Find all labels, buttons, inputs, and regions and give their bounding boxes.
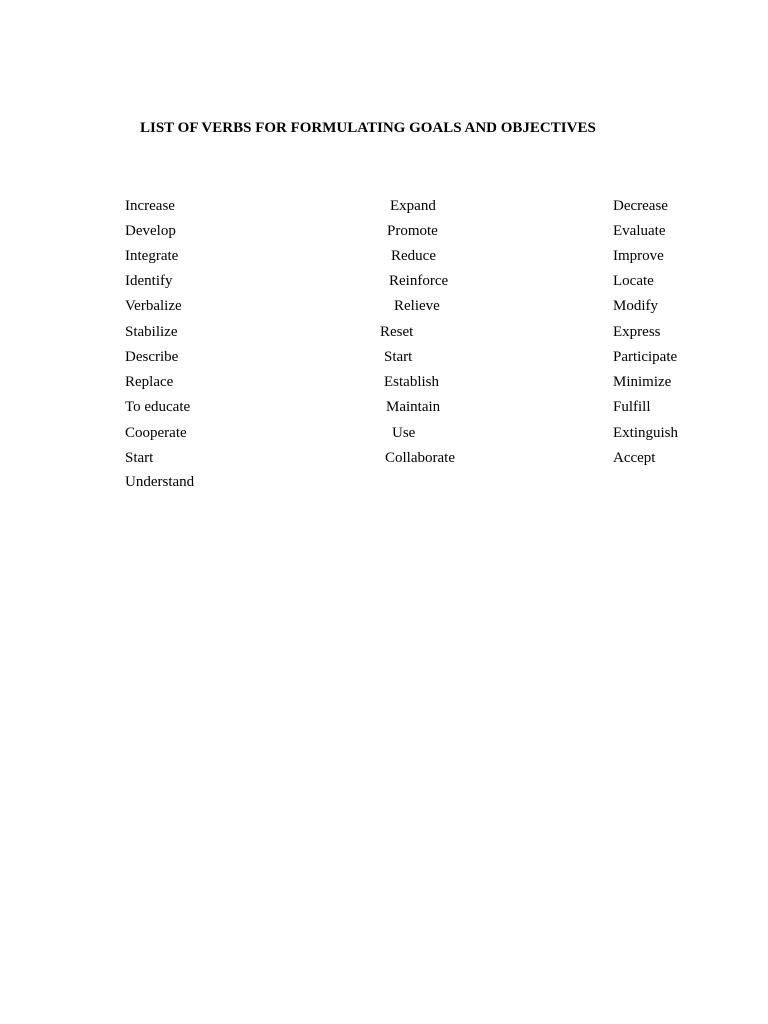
verb-right: Fulfill bbox=[613, 399, 651, 415]
verb-left: Stabilize bbox=[125, 324, 178, 340]
verb-right: Participate bbox=[613, 349, 678, 365]
verb-middle: Collaborate bbox=[385, 450, 455, 466]
verb-left: Identify bbox=[125, 273, 173, 289]
verb-right: Locate bbox=[613, 273, 654, 289]
verb-left: Integrate bbox=[125, 248, 179, 264]
verb-right: Accept bbox=[613, 450, 656, 466]
verb-left: Describe bbox=[125, 349, 179, 365]
verb-middle: Relieve bbox=[394, 298, 440, 314]
verb-left: Replace bbox=[125, 374, 174, 390]
verb-middle: Reinforce bbox=[389, 273, 449, 289]
verb-middle: Start bbox=[384, 349, 413, 365]
verb-left: Start bbox=[125, 450, 154, 466]
verb-middle: Reduce bbox=[391, 248, 436, 264]
verb-right: Minimize bbox=[613, 374, 672, 390]
verb-right: Evaluate bbox=[613, 223, 666, 239]
page-title: LIST OF VERBS FOR FORMULATING GOALS AND OBJECTIVES bbox=[140, 120, 596, 136]
verb-right: Modify bbox=[613, 298, 658, 314]
verb-middle: Maintain bbox=[386, 399, 441, 415]
verb-middle: Establish bbox=[384, 374, 439, 390]
verb-left: Verbalize bbox=[125, 298, 182, 314]
verb-left: Develop bbox=[125, 223, 176, 239]
verb-middle: Expand bbox=[390, 198, 436, 214]
verb-left: Increase bbox=[125, 198, 175, 214]
verb-middle: Reset bbox=[380, 324, 414, 340]
verb-right: Decrease bbox=[613, 198, 668, 214]
verb-left: Cooperate bbox=[125, 425, 187, 441]
verb-left: To educate bbox=[125, 399, 191, 415]
verb-middle: Use bbox=[392, 425, 416, 441]
verb-left: Understand bbox=[125, 474, 195, 490]
verb-right: Express bbox=[613, 324, 661, 340]
verb-right: Extinguish bbox=[613, 425, 679, 441]
verb-right: Improve bbox=[613, 248, 664, 264]
verb-middle: Promote bbox=[387, 223, 438, 239]
